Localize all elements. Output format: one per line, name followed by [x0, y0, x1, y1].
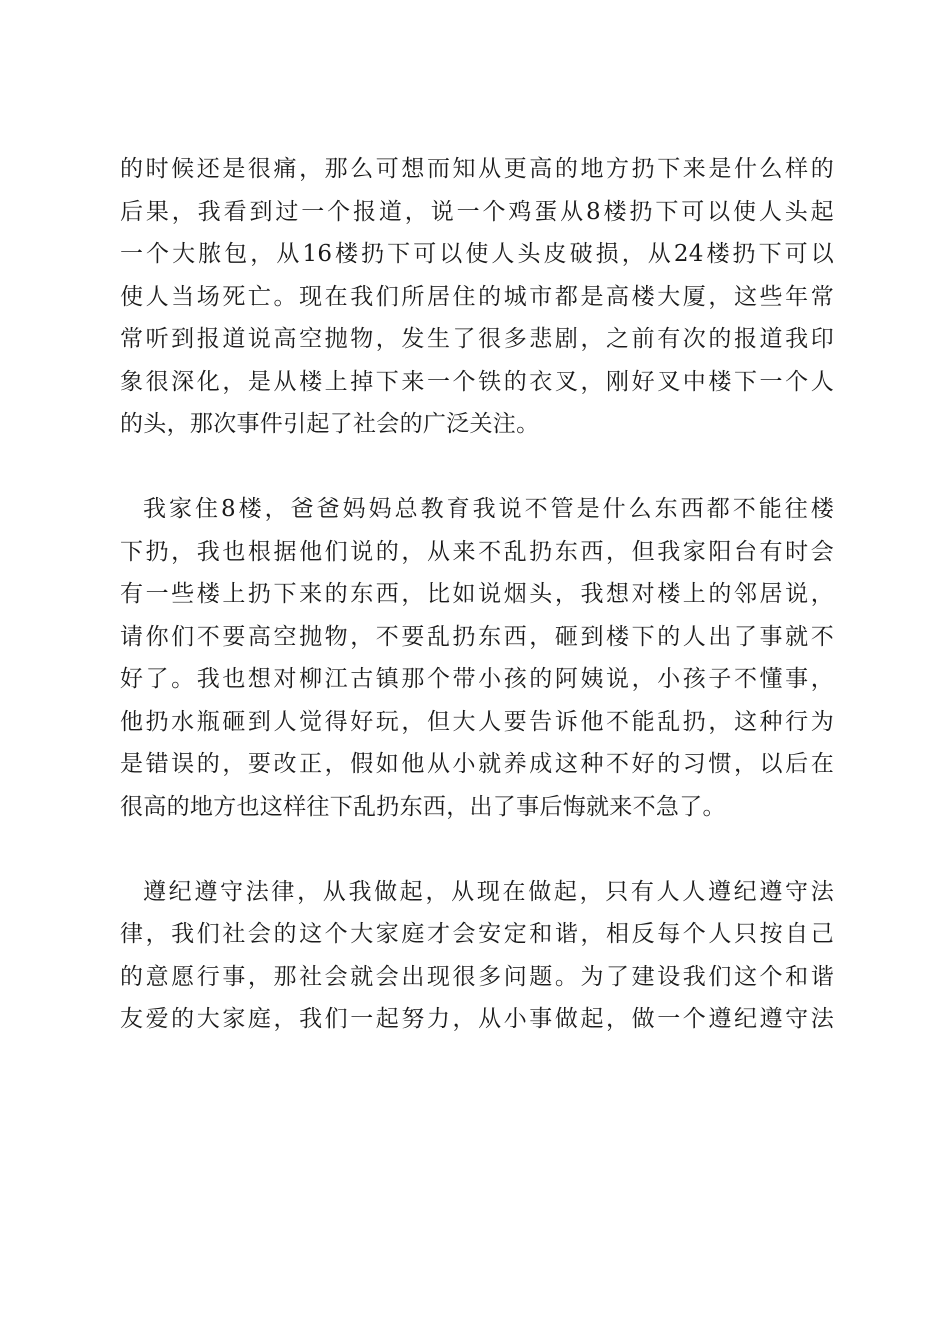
paragraph-3	[120, 871, 834, 1041]
text-line: 的头，那次事件引起了社会的广泛关注。	[120, 411, 540, 437]
text-line: 我家住8楼，爸爸妈妈总教育我说不管是什么东西都不能往楼	[143, 496, 834, 522]
paragraph-2	[120, 488, 834, 828]
text-line: 好了。我也想对柳江古镇那个带小孩的阿姨说，小孩子不懂事，	[120, 666, 834, 692]
text-line: 是错误的，要改正，假如他从小就养成这种不好的习惯，以后在	[120, 751, 834, 777]
text-line: 律，我们社会的这个大家庭才会安定和谐，相反每个人只按自己	[120, 921, 834, 947]
text-line: 很高的地方也这样往下乱扔东西，出了事后悔就来不急了。	[120, 793, 726, 820]
text-line: 常听到报道说高空抛物，发生了很多悲剧，之前有次的报道我印	[120, 326, 834, 352]
text-line: 的时候还是很痛，那么可想而知从更高的地方扔下来是什么样的	[120, 156, 834, 182]
text-line: 请你们不要高空抛物，不要乱扔东西，砸到楼下的人出了事就不	[120, 623, 834, 650]
text-line: 他扔水瓶砸到人觉得好玩，但大人要告诉他不能乱扔，这种行为	[120, 708, 834, 735]
text-line: 遵纪遵守法律，从我做起，从现在做起，只有人人遵纪遵守法	[143, 878, 834, 905]
text-line: 使人当场死亡。现在我们所居住的城市都是高楼大厦，这些年常	[120, 283, 834, 310]
text-line: 一个大脓包，从16楼扔下可以使人头皮破损，从24楼扔下可以	[120, 241, 834, 267]
text-line: 象很深化，是从楼上掉下来一个铁的衣叉，刚好叉中楼下一个人	[120, 368, 834, 395]
text-line: 友爱的大家庭，我们一起努力，从小事做起，做一个遵纪遵守法	[120, 1006, 834, 1032]
paragraph-spacer	[120, 446, 834, 489]
document-body	[120, 148, 834, 1041]
text-line: 的意愿行事，那社会就会出现很多问题。为了建设我们这个和谐	[120, 963, 834, 990]
text-line: 下扔，我也根据他们说的，从来不乱扔东西，但我家阳台有时会	[120, 538, 834, 565]
paragraph-spacer	[120, 828, 834, 871]
text-line: 后果，我看到过一个报道，说一个鸡蛋从8楼扔下可以使人头起	[120, 198, 834, 225]
paragraph-1	[120, 148, 834, 446]
text-line: 有一些楼上扔下来的东西，比如说烟头，我想对楼上的邻居说，	[120, 581, 834, 607]
